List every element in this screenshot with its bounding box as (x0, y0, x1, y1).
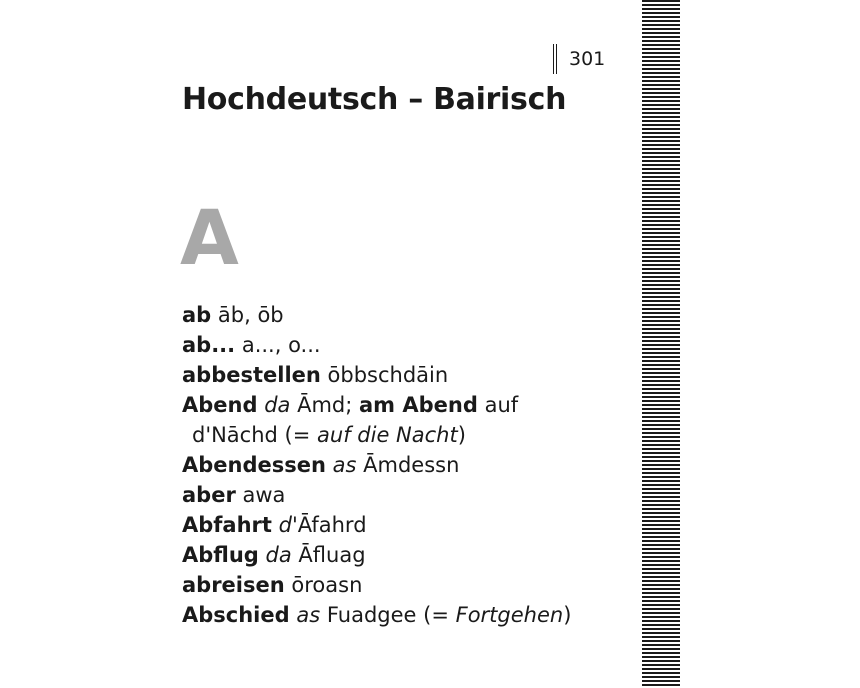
entry-abschied (182, 600, 622, 630)
headword: Abschied (182, 603, 290, 627)
gloss-close: ) (457, 423, 466, 447)
section-letter: A (180, 193, 239, 282)
translation: āb, ōb (217, 303, 284, 327)
translation: ōbbschdāin (327, 363, 449, 387)
phrase-translation: auf (484, 393, 519, 417)
translation: awa (242, 483, 286, 507)
translation: Fuadgee (= (326, 603, 449, 627)
translation: Āmdessn (363, 453, 460, 477)
page-number (553, 44, 605, 74)
gloss-close: ) (563, 603, 572, 627)
entry-abend (182, 390, 622, 420)
entry-abfahrt (182, 510, 622, 540)
translation: Āfluag (298, 543, 366, 567)
gloss: auf die Nacht (317, 423, 458, 447)
headword: ab... (182, 333, 236, 357)
article: da (264, 393, 291, 417)
continuation: d'Nāchd (= (192, 423, 311, 447)
entry-abend-continuation (182, 420, 622, 450)
headword: aber (182, 483, 236, 507)
translation: Āmd; (297, 393, 353, 417)
article: as (296, 603, 321, 627)
article: as (332, 453, 357, 477)
entry-ab-prefix (182, 330, 622, 360)
entry-abbestellen (182, 360, 622, 390)
gloss: Fortgehen (455, 603, 564, 627)
translation: Āfahrd (297, 513, 367, 537)
headword: abbestellen (182, 363, 321, 387)
edge-stripe (642, 0, 680, 688)
entry-ab (182, 300, 622, 330)
headword: Abend (182, 393, 258, 417)
headword: Abflug (182, 543, 259, 567)
headword: ab (182, 303, 212, 327)
entry-abflug (182, 540, 622, 570)
headword: Abfahrt (182, 513, 272, 537)
article: da (265, 543, 292, 567)
entry-abendessen (182, 450, 622, 480)
page-title: Hochdeutsch – Bairisch (182, 82, 567, 117)
phrase: am Abend (359, 393, 478, 417)
headword: abreisen (182, 573, 285, 597)
entry-aber (182, 480, 622, 510)
entry-abreisen (182, 570, 622, 600)
translation: ōroasn (291, 573, 363, 597)
translation: a..., o... (241, 333, 321, 357)
page-number-text: 301 (556, 44, 605, 74)
headword: Abendessen (182, 453, 326, 477)
dictionary-entries (182, 300, 622, 630)
article: d' (278, 513, 298, 537)
